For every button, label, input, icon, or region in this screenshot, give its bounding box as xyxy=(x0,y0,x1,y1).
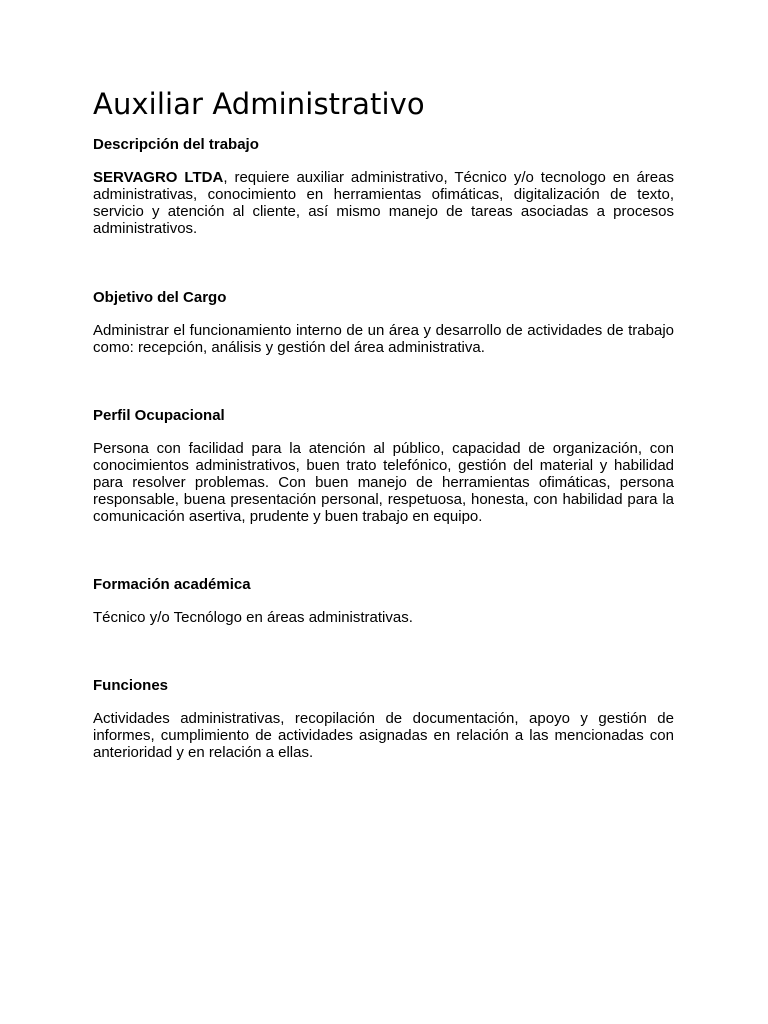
section-job-description xyxy=(93,135,674,237)
section-heading: Objetivo del Cargo xyxy=(93,289,227,306)
section-job-objective xyxy=(93,288,674,356)
section-body: Actividades administrativas, recopilación de documentación, apoyo y gestión de informes, cumplimiento de actividades asignadas en relación a las mencionadas con anterioridad y en relación a ellas. xyxy=(93,710,674,761)
section-body: Administrar el funcionamiento interno de un área y desarrollo de actividades de trabajo como: recepción, análisis y gestión del área administrativa. xyxy=(93,322,674,356)
section-heading: Descripción del trabajo xyxy=(93,136,259,153)
section-academic-training xyxy=(93,575,674,626)
section-heading: Funciones xyxy=(93,677,169,694)
section-occupational-profile xyxy=(93,406,674,525)
section-body: Técnico y/o Tecnólogo en áreas administrativas. xyxy=(93,609,413,626)
document-page xyxy=(93,84,674,761)
section-body: Persona con facilidad para la atención al público, capacidad de organización, con conocimientos administrativos, buen trato telefónico, gestión del material y habilidad para resolver problemas. Con buen manejo de herramientas ofimáticas, persona responsable, buena presentación personal, respetuosa, honesta, con habilidad para la comunicación asertiva, prudente y buen trabajo en equipo. xyxy=(93,440,674,525)
section-functions xyxy=(93,676,674,761)
section-heading: Formación académica xyxy=(93,576,251,593)
section-body-text: , requiere auxiliar administrativo, Técnico y/o tecnologo en áreas administrativas, conocimiento en herramientas ofimáticas, digitalización de texto, servicio y atención al cliente, así mismo manejo de tareas asociadas a procesos administrativos. xyxy=(93,169,674,237)
company-name: SERVAGRO LTDA xyxy=(93,169,224,186)
section-body xyxy=(93,169,674,237)
document-title: Auxiliar Administrativo xyxy=(93,87,425,121)
spacer xyxy=(93,525,674,575)
spacer xyxy=(93,237,674,288)
spacer xyxy=(93,626,674,676)
spacer xyxy=(93,356,674,406)
section-heading: Perfil Ocupacional xyxy=(93,407,225,424)
